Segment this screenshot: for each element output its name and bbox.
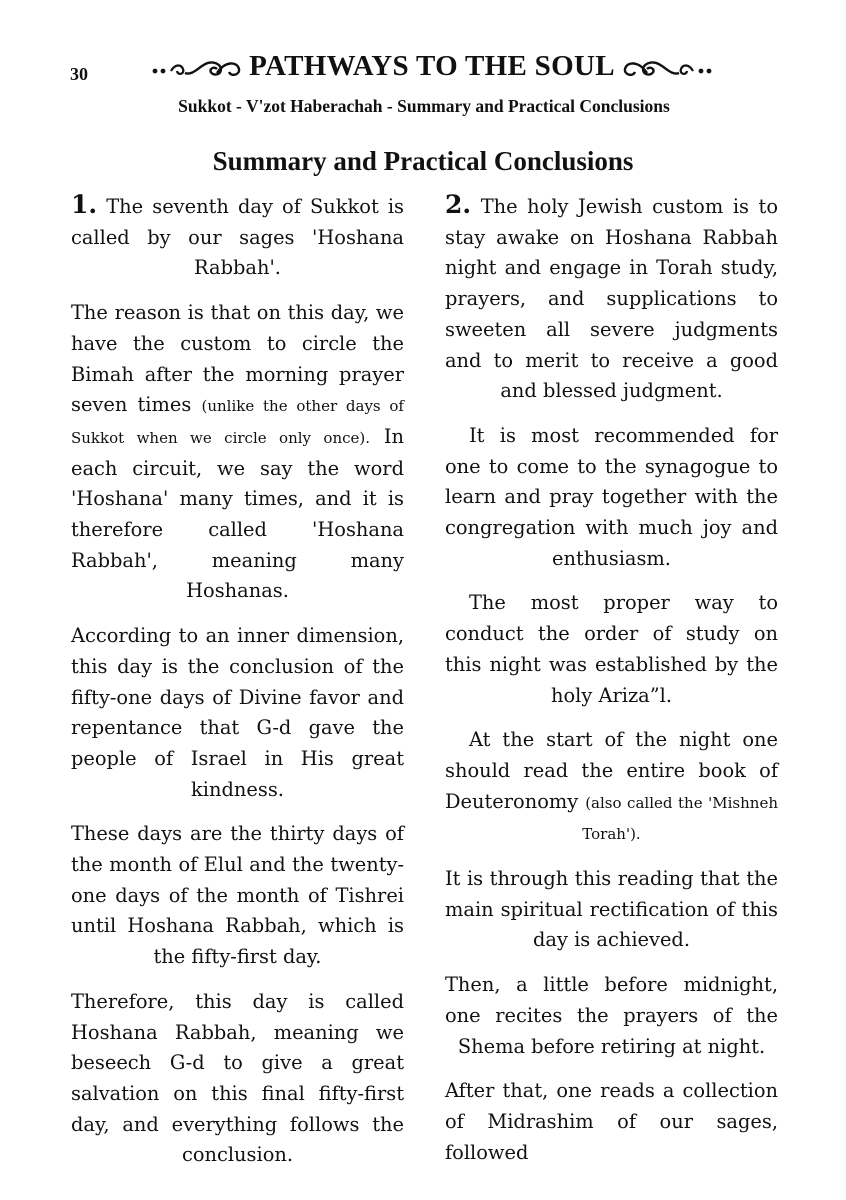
paragraph (71, 298, 404, 607)
paragraph-text: The holy Jewish custom is to stay awake on Hoshana Rabbah night and engage in Torah study, prayers, and supplications to sweeten all severe judgments and to merit to receive a good and blessed judgment. (445, 195, 778, 403)
chapter-subtitle: Sukkot - V'zot Haberachah - Summary and Practical Conclusions (178, 96, 670, 116)
paragraph-text: The seventh day of Sukkot is called by our sages 'Hoshana Rabbah'. (71, 195, 404, 280)
paragraph (71, 190, 404, 284)
paragraph: Then, a little before midnight, one recites the prayers of the Shema before retiring at night. (445, 973, 778, 1058)
item-number: 2. (445, 190, 472, 219)
section-title: Summary and Practical Conclusions (212, 146, 634, 176)
left-flourish-ornament-icon (151, 55, 241, 79)
paragraph: It is through this reading that the main spiritual rectification of this day is achieved. (445, 867, 778, 952)
book-title: PATHWAYS TO THE SOUL (249, 50, 615, 82)
paragraph-text: At the start of the night one should read the entire book of Deuteronomy (445, 728, 778, 813)
parenthetical-note: (also called the 'Mishneh Torah'). (582, 793, 778, 844)
left-column (71, 190, 404, 1185)
paragraph: Therefore, this day is called Hoshana Rabbah, meaning we beseech G-d to give a great salvation on this final fifty-first day, and everything follows the conclusion. (71, 989, 404, 1167)
parenthetical-note: (unlike the other days of Sukkot when we circle only once). (71, 397, 404, 447)
right-column (445, 190, 778, 1168)
paragraph-text: In each circuit, we say the word 'Hoshana' many times, and it is therefore called 'Hoshana Rabbah', meaning many Hoshanas. (71, 424, 405, 603)
paragraph: According to an inner dimension, this day is the conclusion of the fifty-one days of Divine favor and repentance that G-d gave the people of Israel in His great kindness. (71, 624, 404, 801)
paragraph-text: The reason is that on this day, we have the custom to circle the Bimah after the morning prayer seven times (71, 301, 404, 417)
right-flourish-ornament-icon (623, 55, 713, 79)
paragraph: These days are the thirty days of the month of Elul and the twenty-one days of the month of Tishrei until Hoshana Rabbah, which is the fifty-first day. (71, 822, 404, 969)
book-title-wrap (132, 50, 732, 83)
item-number: 1. (71, 190, 98, 219)
page-number: 30 (70, 64, 88, 84)
paragraph (445, 725, 778, 850)
paragraph: After that, one reads a collection of Midrashim of our sages, followed (445, 1079, 778, 1164)
paragraph (445, 190, 778, 407)
paragraph: It is most recommended for one to come to the synagogue to learn and pray together with the congregation with much joy and enthusiasm. (445, 423, 778, 570)
paragraph: The most proper way to conduct the order of study on this night was established by the holy Ariza”l. (445, 591, 778, 707)
running-header (70, 50, 790, 90)
